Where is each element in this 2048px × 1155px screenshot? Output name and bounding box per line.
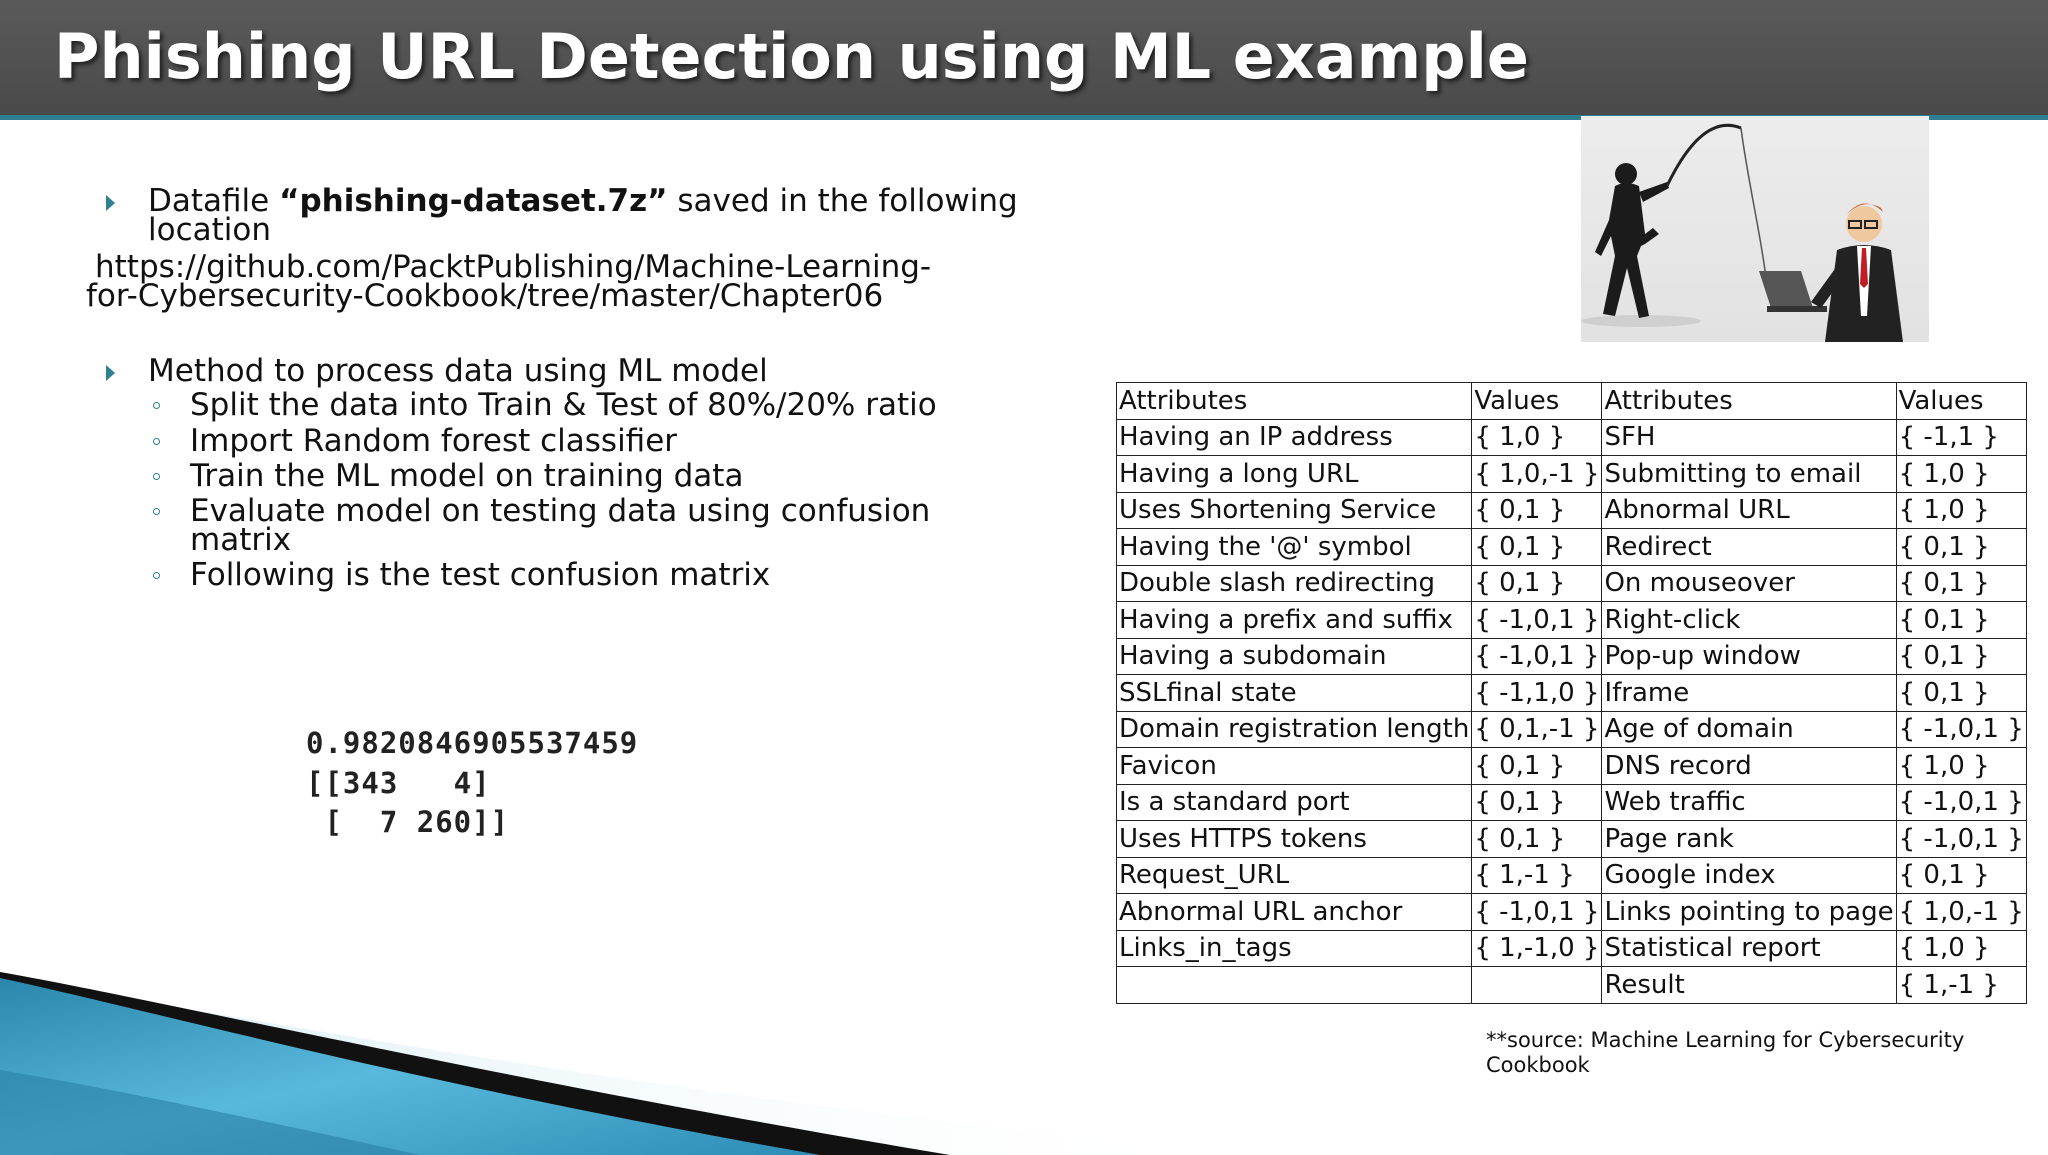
attribute-cell: Uses HTTPS tokens bbox=[1117, 821, 1472, 858]
sub-bullet-evaluate: Evaluate model on testing data using confusion bbox=[190, 493, 931, 529]
table-row bbox=[1117, 748, 2027, 785]
value-cell: { 0,1 } bbox=[1472, 748, 1602, 785]
sub-bullet-icon bbox=[153, 473, 160, 480]
value-cell: Values bbox=[1472, 383, 1602, 420]
bullet-datafile bbox=[148, 183, 1018, 219]
bullet-marker-icon bbox=[106, 365, 115, 381]
attribute-cell: Having the '@' symbol bbox=[1117, 529, 1472, 566]
accuracy-output: 0.9820846905537459 bbox=[306, 726, 639, 760]
value-cell: { 0,1 } bbox=[1472, 821, 1602, 858]
phishing-illustration-icon bbox=[1581, 116, 1929, 342]
attribute-cell: Links_in_tags bbox=[1117, 930, 1472, 967]
table-row bbox=[1117, 857, 2027, 894]
attribute-cell: Iframe bbox=[1602, 675, 1896, 712]
confusion-matrix-row1: [[343 4] bbox=[306, 766, 491, 800]
value-cell: { 0,1 } bbox=[1896, 565, 2026, 602]
table-row bbox=[1117, 675, 2027, 712]
value-cell: { -1,0,1 } bbox=[1472, 602, 1602, 639]
value-cell: { -1,0,1 } bbox=[1896, 784, 2026, 821]
sub-bullet-icon bbox=[153, 508, 160, 515]
value-cell: { 1,0 } bbox=[1896, 456, 2026, 493]
attribute-cell: SSLfinal state bbox=[1117, 675, 1472, 712]
value-cell: { 1,-1,0 } bbox=[1472, 930, 1602, 967]
attribute-cell: Redirect bbox=[1602, 529, 1896, 566]
attribute-cell bbox=[1117, 967, 1472, 1004]
value-cell: { 0,1 } bbox=[1472, 784, 1602, 821]
value-cell: { -1,1,0 } bbox=[1472, 675, 1602, 712]
attribute-cell: Links pointing to page bbox=[1602, 894, 1896, 931]
phishing-illustration bbox=[1581, 116, 1929, 342]
sub-bullet-train: Train the ML model on training data bbox=[190, 458, 744, 494]
attribute-cell: Having an IP address bbox=[1117, 419, 1472, 456]
dataset-filename: “phishing-dataset.7z” bbox=[279, 183, 668, 219]
value-cell: { -1,0,1 } bbox=[1472, 638, 1602, 675]
bullet-datafile-suffix: saved in the following bbox=[667, 183, 1018, 219]
attribute-cell: Web traffic bbox=[1602, 784, 1896, 821]
table-row bbox=[1117, 529, 2027, 566]
attribute-cell: On mouseover bbox=[1602, 565, 1896, 602]
attribute-cell: Result bbox=[1602, 967, 1896, 1004]
attribute-cell: Request_URL bbox=[1117, 857, 1472, 894]
table-row bbox=[1117, 967, 2027, 1004]
attribute-cell: Double slash redirecting bbox=[1117, 565, 1472, 602]
attribute-cell: Uses Shortening Service bbox=[1117, 492, 1472, 529]
value-cell: Values bbox=[1896, 383, 2026, 420]
value-cell: { 0,1,-1 } bbox=[1472, 711, 1602, 748]
table-row bbox=[1117, 638, 2027, 675]
attribute-cell: Pop-up window bbox=[1602, 638, 1896, 675]
value-cell: { 1,0 } bbox=[1472, 419, 1602, 456]
value-cell bbox=[1472, 967, 1602, 1004]
value-cell: { 1,0,-1 } bbox=[1896, 894, 2026, 931]
value-cell: { 0,1 } bbox=[1472, 529, 1602, 566]
value-cell: { 1,0,-1 } bbox=[1472, 456, 1602, 493]
attribute-cell: Right-click bbox=[1602, 602, 1896, 639]
slide-title: Phishing URL Detection using ML example bbox=[54, 20, 1529, 93]
attributes-table bbox=[1116, 382, 2027, 1004]
attribute-cell: Abnormal URL anchor bbox=[1117, 894, 1472, 931]
dataset-url-line1: https://github.com/PacktPublishing/Machine-Learning- bbox=[95, 249, 932, 285]
sub-bullet-evaluate-line2: matrix bbox=[190, 522, 292, 558]
value-cell: { 1,0 } bbox=[1896, 748, 2026, 785]
attribute-cell: Domain registration length bbox=[1117, 711, 1472, 748]
bullet-datafile-line2: location bbox=[148, 212, 272, 248]
value-cell: { -1,1 } bbox=[1896, 419, 2026, 456]
attribute-cell: Having a long URL bbox=[1117, 456, 1472, 493]
value-cell: { -1,0,1 } bbox=[1896, 711, 2026, 748]
attribute-cell: Submitting to email bbox=[1602, 456, 1896, 493]
value-cell: { 1,0 } bbox=[1896, 492, 2026, 529]
attribute-cell: Abnormal URL bbox=[1602, 492, 1896, 529]
attribute-cell: DNS record bbox=[1602, 748, 1896, 785]
attribute-cell: Is a standard port bbox=[1117, 784, 1472, 821]
attribute-cell: Attributes bbox=[1117, 383, 1472, 420]
confusion-matrix-row2: [ 7 260]] bbox=[306, 805, 510, 839]
value-cell: { 0,1 } bbox=[1472, 492, 1602, 529]
value-cell: { 1,-1 } bbox=[1472, 857, 1602, 894]
table-row bbox=[1117, 565, 2027, 602]
attribute-cell: Age of domain bbox=[1602, 711, 1896, 748]
title-bar bbox=[0, 0, 2048, 120]
attribute-cell: Page rank bbox=[1602, 821, 1896, 858]
value-cell: { 0,1 } bbox=[1896, 602, 2026, 639]
attribute-cell: Attributes bbox=[1602, 383, 1896, 420]
value-cell: { 0,1 } bbox=[1472, 565, 1602, 602]
table-row bbox=[1117, 492, 2027, 529]
dataset-url-line2: for-Cybersecurity-Cookbook/tree/master/Chapter06 bbox=[86, 278, 884, 314]
attribute-cell: Having a subdomain bbox=[1117, 638, 1472, 675]
bullet-marker-icon bbox=[106, 195, 115, 211]
sub-bullet-split: Split the data into Train & Test of 80%/20% ratio bbox=[190, 387, 937, 423]
value-cell: { 0,1 } bbox=[1896, 857, 2026, 894]
attribute-cell: Google index bbox=[1602, 857, 1896, 894]
value-cell: { 0,1 } bbox=[1896, 529, 2026, 566]
bullet-datafile-prefix: Datafile bbox=[148, 183, 280, 219]
sub-bullet-icon bbox=[153, 572, 160, 579]
table-header-row bbox=[1117, 383, 2027, 420]
table-row bbox=[1117, 894, 2027, 931]
value-cell: { 1,0 } bbox=[1896, 930, 2026, 967]
attribute-cell: Statistical report bbox=[1602, 930, 1896, 967]
value-cell: { 0,1 } bbox=[1896, 675, 2026, 712]
bullet-method: Method to process data using ML model bbox=[148, 353, 768, 389]
value-cell: { 0,1 } bbox=[1896, 638, 2026, 675]
source-note: **source: Machine Learning for Cybersecurity Cookbook bbox=[1486, 1028, 1965, 1077]
table-row bbox=[1117, 456, 2027, 493]
value-cell: { -1,0,1 } bbox=[1472, 894, 1602, 931]
sub-bullet-import: Import Random forest classifier bbox=[190, 423, 678, 459]
value-cell: { -1,0,1 } bbox=[1896, 821, 2026, 858]
value-cell: { 1,-1 } bbox=[1896, 967, 2026, 1004]
table-row bbox=[1117, 711, 2027, 748]
attribute-cell: Favicon bbox=[1117, 748, 1472, 785]
attribute-cell: Having a prefix and suffix bbox=[1117, 602, 1472, 639]
table-row bbox=[1117, 784, 2027, 821]
table-row bbox=[1117, 821, 2027, 858]
table-row bbox=[1117, 602, 2027, 639]
attribute-cell: SFH bbox=[1602, 419, 1896, 456]
table-row bbox=[1117, 419, 2027, 456]
sub-bullet-confusion: Following is the test confusion matrix bbox=[190, 557, 771, 593]
sub-bullet-icon bbox=[153, 402, 160, 409]
sub-bullet-icon bbox=[153, 438, 160, 445]
table-row bbox=[1117, 930, 2027, 967]
